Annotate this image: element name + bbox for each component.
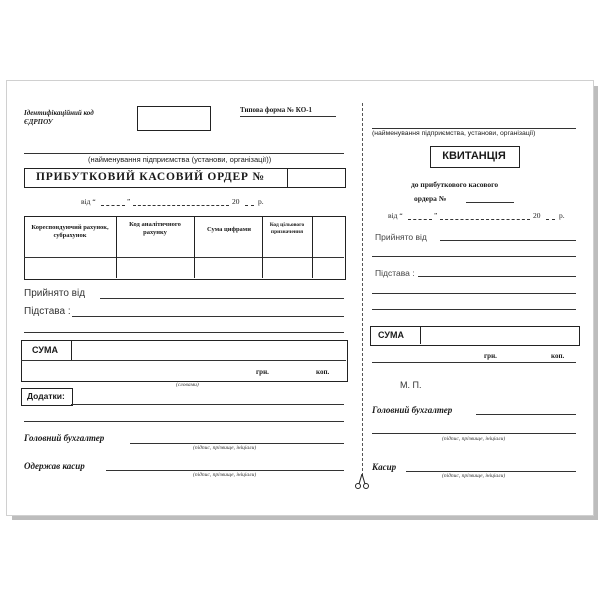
receipt-sum-label: СУМА [378,330,404,340]
receipt-date-from: від “ [388,211,403,220]
attachments-line-1[interactable] [71,404,344,405]
received-from-label: Прийнято від [24,288,86,299]
basis-line-1[interactable] [72,316,344,317]
attachments-line-2[interactable] [24,421,344,422]
order-number-box[interactable] [287,168,346,188]
receipt-received-from-line-1[interactable] [440,240,576,241]
receipt-chief-accountant-caption: (підпис, прізвище, ініціали) [442,436,506,442]
td-corr-account[interactable] [25,258,116,277]
sum-label: СУМА [32,345,58,355]
receipt-received-from-label: Прийнято від [375,232,427,242]
attachments-label: Додатки: [27,391,65,401]
th-corr-account: Кореспондуючий рахунок, субрахунок [31,224,109,239]
receipt-date-year-field[interactable] [546,219,555,220]
table-col-sep-4 [312,216,313,278]
sum-in-words-field[interactable] [72,341,345,359]
chief-accountant-caption: (підпис, прізвище, ініціали) [193,445,257,451]
receipt-subtitle-1: до прибуткового касового [411,180,499,189]
receipt-subtitle-2: ордера № [414,194,447,203]
basis-label: Підстава : [24,306,71,317]
receipt-basis-line-2[interactable] [372,293,576,294]
receipt-date-day-field[interactable] [408,219,432,220]
cashier-received-label: Одержав касир [24,461,85,471]
receipt-title: КВИТАНЦІЯ [442,150,506,162]
td-purpose-code[interactable] [263,258,312,277]
basis-line-2[interactable] [24,332,344,333]
org-name-line[interactable] [24,153,344,154]
org-caption: (найменування підприємства (установи, організації)) [88,155,272,164]
receipt-date-month-field[interactable] [440,219,530,220]
date-year-prefix: 20 [232,197,240,206]
receipt-sum-words-line[interactable] [372,362,576,363]
receipt-chief-accountant-label: Головний бухгалтер [372,405,453,415]
th-analytic-code: Код аналітичного рахунку [129,221,181,236]
th-purpose-code: Код цільового призначення [269,222,305,235]
receipt-basis-line-3[interactable] [372,309,576,310]
grn-label: грн. [256,368,269,376]
receipt-date-year-prefix: 20 [533,211,541,220]
th-sum-digits: Сума цифрами [207,226,251,233]
tear-line [362,103,363,476]
receipt-cashier-sign-line[interactable] [406,471,576,472]
stamp-place-label: М. П. [400,380,422,390]
date-day-field[interactable] [101,205,125,206]
receipt-basis-label: Підстава : [375,268,415,278]
receipt-date-quote: ” [434,211,438,220]
receipt-chief-accountant-line-1[interactable] [476,414,576,415]
sum-block-divider [21,360,346,361]
date-year-field[interactable] [245,205,254,206]
cashier-caption: (підпис, прізвище, ініціали) [193,472,257,478]
scissors-icon [352,474,372,490]
received-from-line[interactable] [100,298,344,299]
date-r-label: р. [258,197,264,206]
receipt-kop-label: коп. [551,352,565,360]
kop-label: коп. [316,368,330,376]
receipt-sum-field[interactable] [421,327,577,343]
receipt-grn-label: грн. [484,352,497,360]
id-code-label: Ідентифікаційний код ЄДРПОУ [24,109,94,126]
cashier-sign-line[interactable] [106,470,344,471]
form-label: Типова форма № КО-1 [240,106,312,114]
receipt-org-line[interactable] [372,128,576,129]
id-code-box[interactable] [137,106,211,131]
chief-accountant-label: Головний бухгалтер [24,433,105,443]
receipt-received-from-line-2[interactable] [372,256,576,257]
receipt-basis-line-1[interactable] [418,276,576,277]
receipt-date-r: р. [559,211,565,220]
date-month-field[interactable] [133,205,229,206]
td-sum-digits[interactable] [195,258,262,277]
td-analytic-code[interactable] [117,258,194,277]
chief-accountant-sign-line[interactable] [130,443,344,444]
receipt-cashier-label: Касир [372,462,397,472]
order-title: ПРИБУТКОВИЙ КАСОВИЙ ОРДЕР № [36,171,265,183]
in-words-caption: (словами) [176,382,199,388]
date-from-label: від “ [81,197,96,206]
receipt-org-caption: (найменування підприємства, установи, організації) [372,130,536,137]
receipt-cashier-caption: (підпис, прізвище, ініціали) [442,473,506,479]
date-quote: ” [127,197,131,206]
receipt-chief-accountant-line-2[interactable] [372,433,576,434]
form-underline [240,116,336,117]
receipt-order-number-line[interactable] [466,202,514,203]
